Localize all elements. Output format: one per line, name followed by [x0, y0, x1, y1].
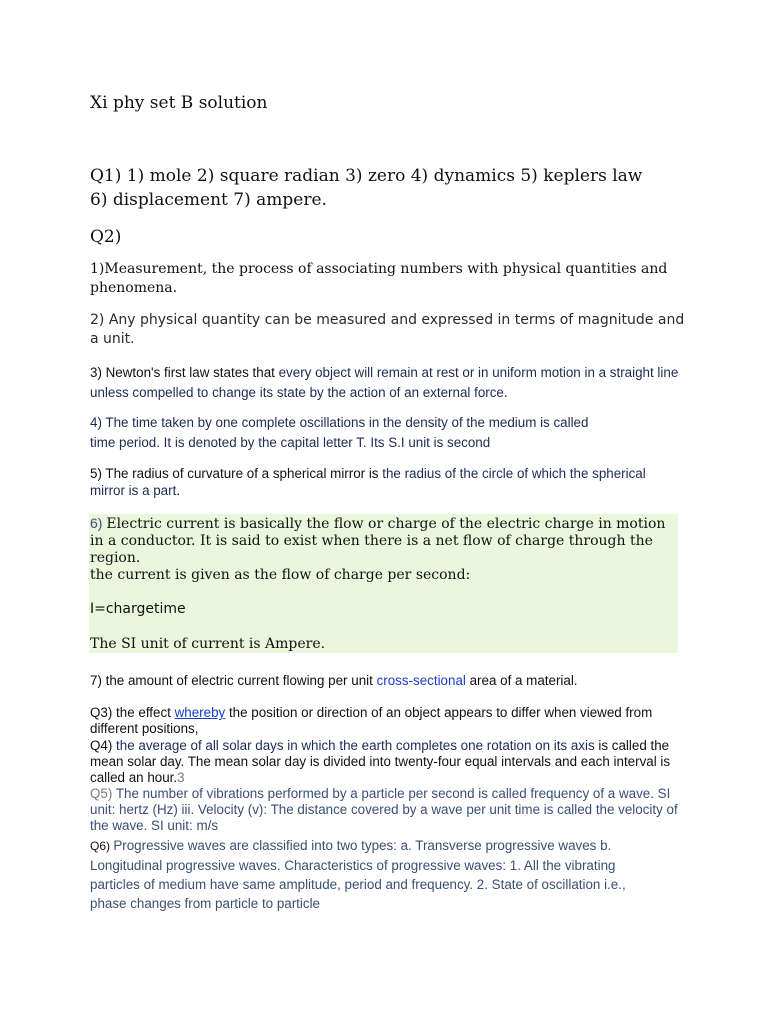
q2-answer-5-end: . — [176, 483, 181, 498]
q5-lead: Q5) — [90, 786, 116, 801]
q6-answer — [90, 836, 660, 913]
q1-line-1: Q1) 1) mole 2) square radian 3) zero 4) dynamics 5) keplers law — [90, 166, 643, 186]
q2-answer-3-end: . — [503, 385, 508, 400]
q6-text: Progressive waves are classified into two types: a. Transverse progressive waves b. Longitudinal progressive waves. Characteristics of progressive waves: 1. All the vibrating particles of medium have same amplitude, period and frequency. 2. State of oscillation i.e., phase changes from particle to particle — [90, 838, 626, 911]
q2-answer-7-end: area of a material. — [465, 673, 578, 688]
q2-answer-3-text: every object will remain at rest or in uniform motion in a straight line unless compelled to change its state by the action of an external force — [90, 365, 679, 400]
q1-answers — [90, 164, 690, 212]
q2-answer-4-line-1: 4) The time taken by one complete oscillations in the density of the medium is called — [90, 415, 589, 430]
q2-answer-6-current: the current is given as the flow of charge per second: — [90, 567, 471, 583]
q4-text: the average of all solar days in which the earth completes one rotation on its axis — [116, 738, 595, 753]
q2-answer-3 — [90, 363, 680, 403]
q2-answer-6-si-unit: The SI unit of current is Ampere. — [90, 636, 326, 652]
q4-lead: Q4) — [90, 738, 117, 753]
cross-sectional-link[interactable]: cross-sectional — [376, 673, 466, 688]
q2-answer-6-number: 6) — [90, 515, 107, 531]
q3-answer — [90, 705, 685, 737]
q2-answer-5-text: the radius of the circle of which the spherical mirror is a part — [90, 466, 646, 498]
q2-answer-6-text: Electric current is basically the flow or charge of the electric charge in motion in a conductor. It is said to exist when there is a net flow of charge through the region. — [90, 516, 666, 566]
q5-answer — [90, 786, 685, 834]
q2-answer-1: 1)Measurement, the process of associating numbers with physical quantities and phenomena. — [90, 261, 668, 296]
q3-lead: Q3) the effect — [90, 705, 175, 720]
q2-answer-5 — [90, 465, 680, 499]
q3-text: the position or direction of an object appears to differ when viewed from different positions, — [90, 705, 653, 736]
q2-answer-7 — [90, 672, 690, 689]
q2-answer-3-lead: 3) Newton's first law states that — [90, 365, 279, 380]
q4-tail: 3 — [177, 770, 185, 785]
q2-answer-2: 2) Any physical quantity can be measured and expressed in terms of magnitude and a unit. — [90, 312, 685, 347]
whereby-link[interactable]: whereby — [174, 705, 226, 720]
q2-answer-5-lead: 5) The radius of curvature of a spherical mirror is — [90, 466, 383, 481]
document-title: Xi phy set B solution — [90, 93, 268, 113]
q2-answer-4-line-2: time period. It is denoted by the capital letter T. Its S.I unit is second — [90, 435, 491, 450]
q4-answer — [90, 738, 685, 786]
q1-line-2: 6) displacement 7) ampere. — [90, 190, 327, 210]
q2-answer-7-lead: 7) the amount of electric current flowing per unit — [90, 673, 377, 688]
q6-lead: Q6) — [90, 839, 114, 853]
q2-answer-6 — [90, 515, 675, 567]
q2-answer-4 — [90, 413, 690, 453]
q2-heading: Q2) — [90, 227, 122, 247]
q2-answer-6-formula: I=chargetime — [90, 601, 186, 617]
q4-rest: is called the mean solar day. The mean solar day is divided into twenty-four equal intervals and each interval is called an hour. — [90, 738, 671, 785]
q5-text: The number of vibrations performed by a particle per second is called frequency of a wave. SI unit: hertz (Hz) iii. Velocity (v): The distance covered by a wave per unit time is called the velocity of the wave. SI unit: m/s — [90, 786, 678, 833]
